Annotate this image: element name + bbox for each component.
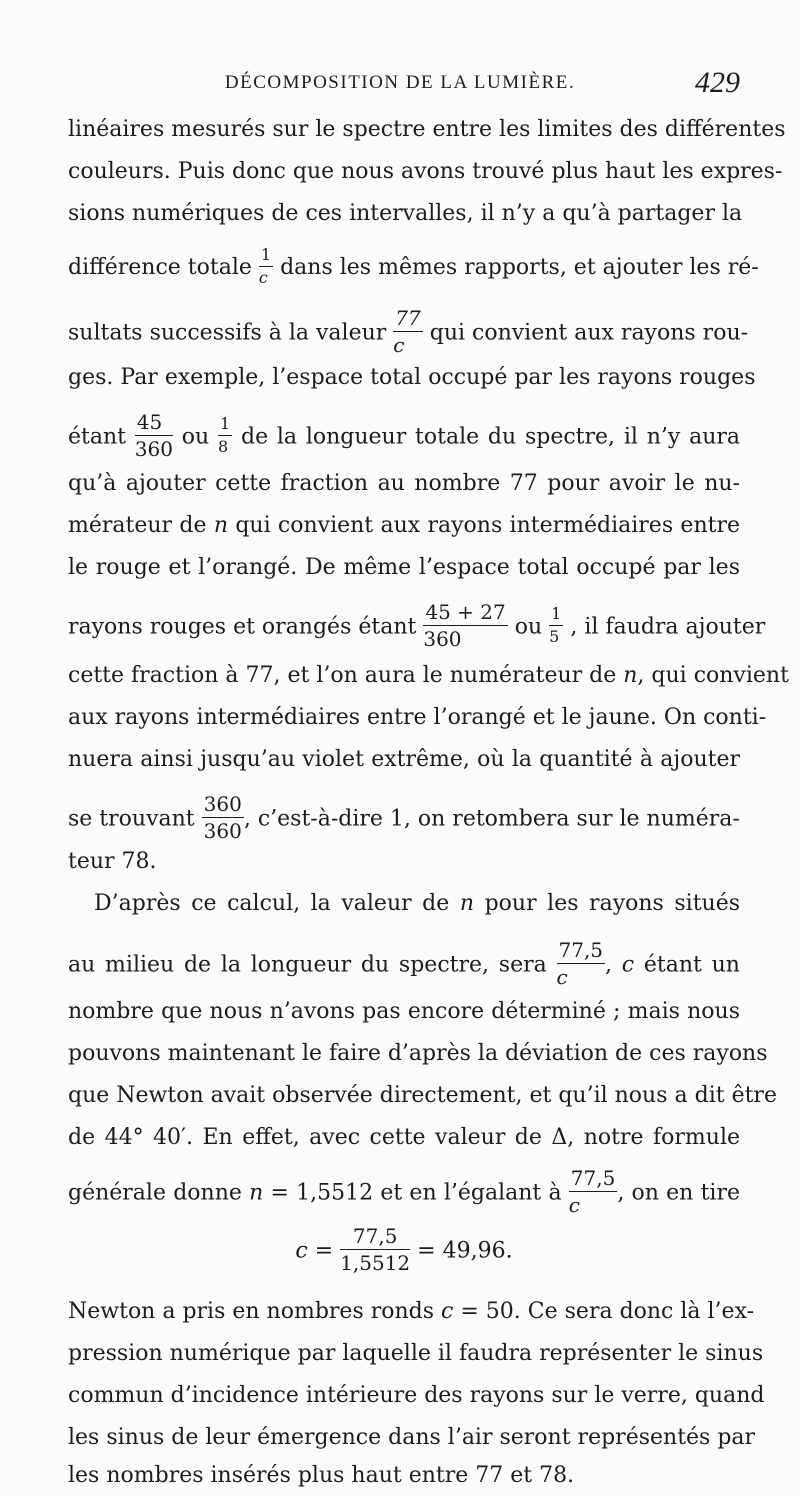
display-equation <box>68 1224 740 1288</box>
variable-c: c <box>621 952 635 978</box>
text-line <box>68 410 740 461</box>
text-line: les nombres insérés plus haut entre 77 et 78. <box>68 1463 575 1488</box>
denominator: c <box>393 333 405 357</box>
text-fragment: D’après ce calcul, la valeur de <box>94 891 450 916</box>
fraction <box>258 244 273 287</box>
text-line <box>68 884 740 924</box>
fraction <box>135 412 173 459</box>
fraction <box>423 602 507 649</box>
text-fragment: , il faudra ajouter <box>570 614 766 640</box>
text-line: commun d’incidence intérieure des rayons sur le verre, quand <box>68 1383 765 1408</box>
text-fragment: , c’est-à-dire 1, on retombera sur le numéra- <box>243 806 740 832</box>
text-line: les sinus de leur émergence dans l’air seront représentés par <box>68 1425 756 1450</box>
denominator: c <box>556 965 568 989</box>
text-line: pression numérique par laquelle il faudra représenter le sinus <box>68 1341 764 1366</box>
text-line <box>68 656 789 696</box>
numerator: 360 <box>203 792 242 816</box>
text-fragment: , <box>605 952 613 978</box>
text-fragment: étant <box>68 424 126 450</box>
equals-sign: = <box>417 1238 436 1264</box>
text-line: teur 78. <box>68 849 157 874</box>
text-fragment: cette fraction à 77, et l’on aura le numérateur de <box>68 663 617 688</box>
numerator: 1 <box>549 606 563 626</box>
text-fragment: de la longueur totale du spectre, il n’y aura <box>240 424 740 450</box>
fraction <box>218 416 232 455</box>
text-line: linéaires mesurés sur le spectre entre les limites des différentes <box>68 117 786 142</box>
variable-c: c <box>441 1299 454 1324</box>
numerator: 1 <box>218 416 232 436</box>
text-fragment: pour les rayons situés <box>484 891 741 916</box>
text-fragment: ou <box>514 614 543 640</box>
numerator: 45 <box>135 412 173 436</box>
denominator: c <box>568 1193 580 1217</box>
equation-result: 49,96. <box>442 1238 513 1264</box>
text-line <box>68 1292 755 1332</box>
denominator: c <box>258 267 268 287</box>
text-line <box>68 306 749 357</box>
fraction <box>393 308 422 355</box>
text-fragment: étant un <box>643 952 740 978</box>
fraction <box>569 1168 618 1215</box>
variable-c: c <box>295 1238 308 1264</box>
denominator: 1,5512 <box>340 1251 411 1275</box>
text-line: le rouge et l’orangé. De même l’espace total occupé par les <box>68 555 740 580</box>
denominator: 360 <box>134 437 173 461</box>
equals-sign: = <box>314 1238 334 1264</box>
text-line <box>68 938 740 989</box>
running-head <box>0 66 800 106</box>
text-line <box>68 600 766 651</box>
numerator: 1 <box>259 247 273 267</box>
text-line: de 44° 40′. En effet, avec cette valeur de Δ, notre formule <box>68 1125 740 1150</box>
numerator: 77 <box>395 306 421 330</box>
text-fragment: générale donne <box>68 1180 242 1206</box>
variable-n: n <box>213 513 228 538</box>
text-line: qu’à ajouter cette fraction au nombre 77 pour avoir le nu- <box>68 471 740 496</box>
fraction <box>557 940 606 987</box>
variable-n: n <box>249 1180 264 1206</box>
text-fragment: = 1,5512 et en l’égalant à <box>270 1180 562 1206</box>
text-fragment: qui convient aux rayons rou- <box>429 320 749 346</box>
text-fragment: se trouvant <box>68 806 195 832</box>
fraction <box>340 1226 410 1273</box>
running-title: DÉCOMPOSITION DE LA LUMIÈRE. <box>224 72 576 93</box>
text-line: aux rayons intermédiaires entre l’orangé et le jaune. On conti- <box>68 705 767 730</box>
denominator: 5 <box>549 627 560 646</box>
text-line: que Newton avait observée directement, et qu’il nous a dit être <box>68 1083 777 1108</box>
text-fragment: rayons rouges et orangés étant <box>68 614 417 640</box>
text-fragment: ou <box>181 424 210 450</box>
text-fragment: qui convient aux rayons intermédiaires entre <box>235 513 741 538</box>
text-line: sions numériques de ces intervalles, il n’y a qu’à partager la <box>68 201 743 226</box>
denominator: 360 <box>203 819 242 843</box>
text-line: nombre que nous n’avons pas encore déterminé ; mais nous <box>68 999 740 1024</box>
variable-n: n <box>623 663 638 688</box>
text-line: couleurs. Puis donc que nous avons trouvé plus haut les expres- <box>68 159 783 184</box>
text-fragment: au milieu de la longueur du spectre, sera <box>68 952 547 978</box>
text-fragment: mérateur de <box>68 513 207 538</box>
denominator: 8 <box>218 437 229 456</box>
numerator: 77,5 <box>558 938 604 962</box>
text-line <box>68 244 759 288</box>
numerator: 77,5 <box>570 1166 616 1190</box>
fraction <box>202 794 244 841</box>
text-fragment: Newton a pris en nombres ronds <box>68 1299 435 1324</box>
text-fragment: , qui convient <box>637 663 789 688</box>
variable-n: n <box>459 891 475 916</box>
text-line: nuera ainsi jusqu’au violet extrême, où la quantité à ajouter <box>68 747 740 772</box>
text-fragment: sultats successifs à la valeur <box>68 320 387 346</box>
page-number: 429 <box>695 66 740 99</box>
text-fragment: , on en tire <box>617 1180 740 1206</box>
text-line: pouvons maintenant le faire d’après la déviation de ces rayons <box>68 1041 768 1066</box>
text-fragment: = 50. Ce sera donc là l’ex- <box>460 1299 755 1324</box>
text-fragment: différence totale <box>68 255 252 280</box>
text-line <box>68 1166 740 1217</box>
text-line <box>68 792 740 843</box>
fraction <box>549 606 563 645</box>
text-fragment: dans les mêmes rapports, et ajouter les ré- <box>280 255 759 280</box>
text-line <box>68 506 740 546</box>
numerator: 45 + 27 <box>425 600 506 624</box>
numerator: 77,5 <box>340 1226 410 1250</box>
denominator: 360 <box>423 627 462 651</box>
text-line: ges. Par exemple, l’espace total occupé par les rayons rouges <box>68 365 756 390</box>
